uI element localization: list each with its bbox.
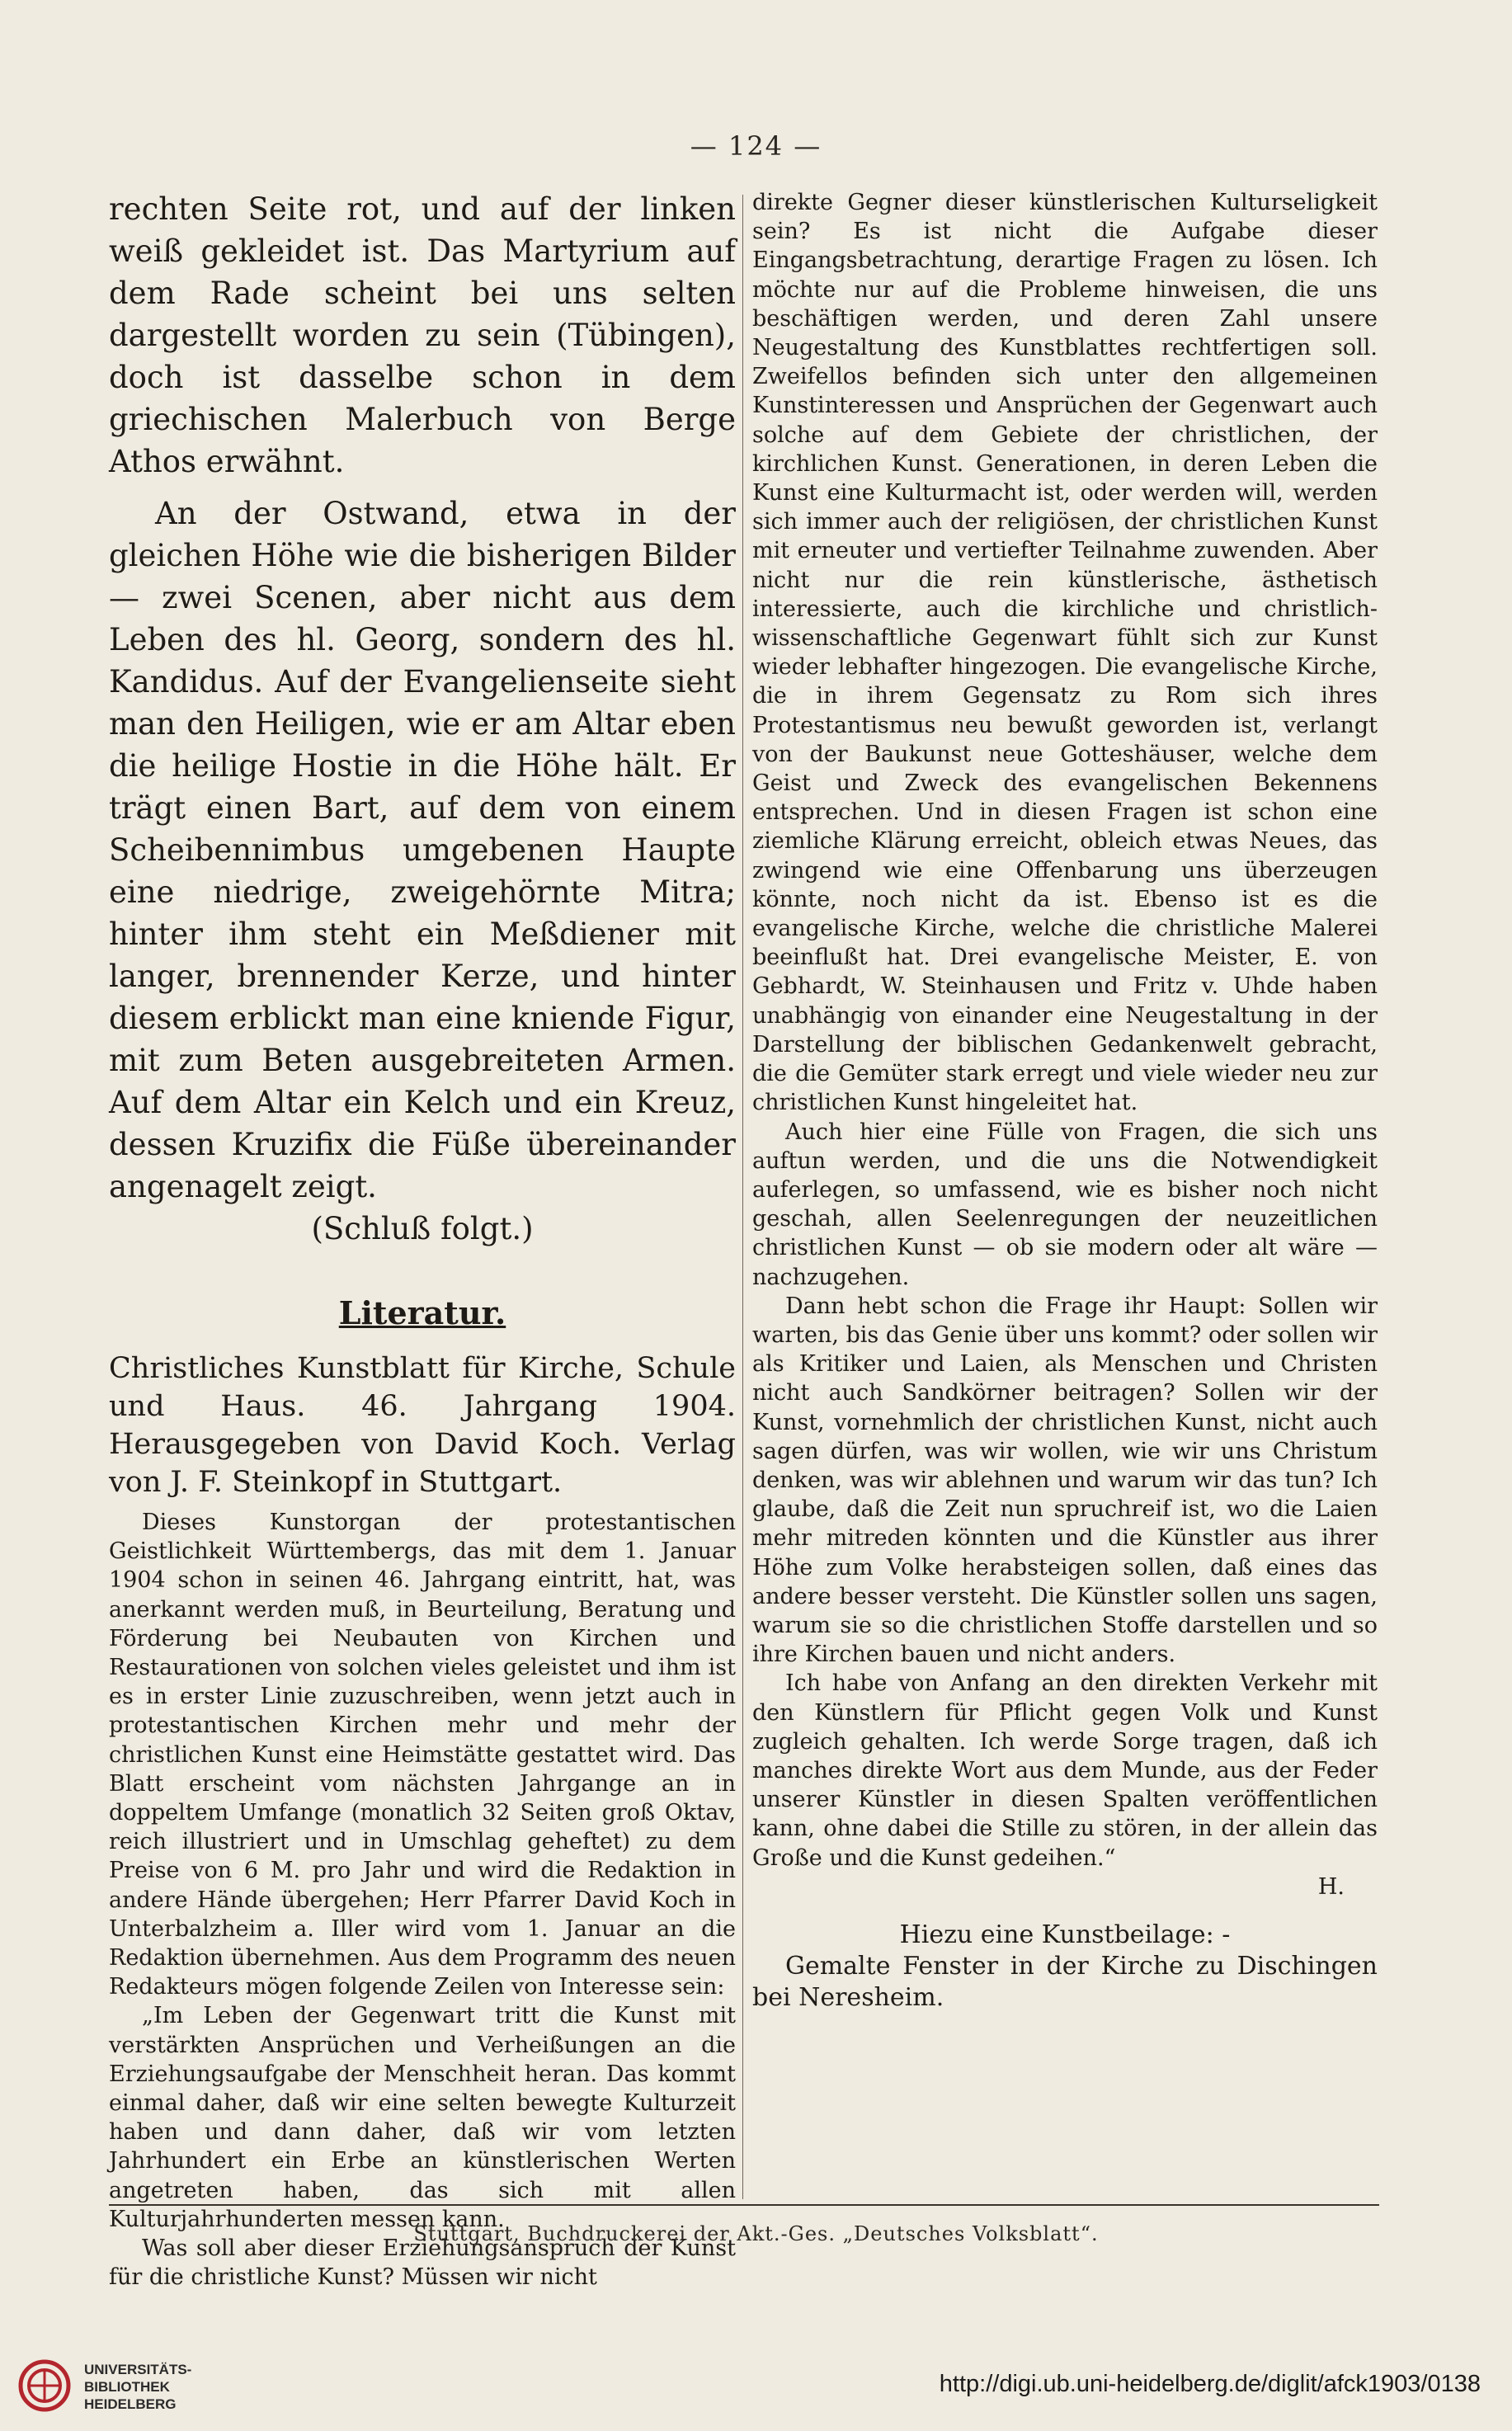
- library-seal-icon: [18, 2359, 71, 2412]
- source-url-link[interactable]: http://digi.ub.uni-heidelberg.de/diglit/afck1903/0138: [939, 2371, 1481, 2397]
- printer-line: Stuttgart, Buchdruckerei der Akt.-Ges. „Deutsches Volksblatt“.: [413, 2222, 1099, 2245]
- signature: H.: [1317, 1873, 1345, 1900]
- page-number: — 124 —: [690, 130, 822, 162]
- library-name-line: UNIVERSITÄTS-: [84, 2362, 192, 2377]
- column-divider: [742, 195, 743, 2199]
- library-name-line: HEIDELBERG: [84, 2396, 177, 2412]
- left-column: [109, 188, 736, 2292]
- quote-paragraph: Dann hebt schon die Frage ihr Haupt: Sollen wir warten, bis das Genie über uns kommt? oder sollen wir als Kritiker und Laien, als Menschen und Christen nicht auch Sandkörner beitragen? Sollen wir der Kunst, vornehmlich der christlichen Kunst, nicht auch sagen dürfen, was wir wollen, wie wir uns Christum denken, was wir ablehnen und warum wir das tun? Ich glaube, daß die Zeit nun spruchreif ist, wo die Laien mehr mitreden könnten und die Künstler aus ihrer Höhe zum Volke herabsteigen sollen, daß eines das andere besser versteht. Die Künstler sollen uns sagen, warum sie so die christlichen Stoffe darstellen und so ihre Kirchen bauen und nicht anders.: [752, 1293, 1378, 1668]
- right-column: [752, 188, 1378, 2014]
- quote-paragraph: Was soll aber dieser Erziehungsanspruch der Kunst für die christliche Kunst? Müssen wir nicht: [109, 2235, 736, 2291]
- footer-rule: [109, 2204, 1379, 2206]
- quote-paragraph: „Im Leben der Gegenwart tritt die Kunst mit verstärkten Ansprüchen und Verheißungen an die Erziehungsaufgabe der Menschheit heran. Das kommt einmal daher, daß wir eine selten bewegte Kulturzeit haben und dann daher, daß wir vom letzten Jahrhundert ein Erbe an künstlerischen Werten angetreten haben, das sich mit allen Kulturjahrhunderten messen kann.: [109, 2003, 736, 2232]
- continuation-paragraph: rechten Seite rot, und auf der linken weiß gekleidet ist. Das Martyrium auf dem Rade scheint bei uns selten dargestellt worden zu sein (Tübingen), doch ist dasselbe schon in dem griechischen Malerbuch von Berge Athos erwähnt.: [109, 191, 736, 479]
- conclusion-note: (Schluß folgt.): [311, 1211, 534, 1246]
- book-title: Christliches Kunstblatt für Kirche, Schule und Haus. 46. Jahrgang 1904. Herausgegeben von David Koch. Verlag von J. F. Steinkopf in Stuttgart.: [109, 1352, 736, 1499]
- review-paragraph: Dieses Kunstorgan der protestantischen Geistlichkeit Württembergs, das mit dem 1. Januar 1904 schon in seinen 46. Jahrgang eintritt, hat, was anerkannt werden muß, in Beurteilung, Beratung und Förderung bei Neubauten von Kirchen und Restaurationen von solchen vieles geleistet und ihm ist es in erster Linie zuzuschreiben, wenn jetzt auch in protestantischen Kirchen mehr und mehr der christlichen Kunst eine Heimstätte gestattet wird. Das Blatt erscheint vom nächsten Jahrgange an in doppeltem Umfange (monatlich 32 Seiten groß Oktav, reich illustriert und in Umschlag geheftet) zu dem Preise von 6 M. pro Jahr und wird die Redaktion in andere Hände übergehen; Herr Pfarrer David Koch in Unterbalzheim a. Iller wird vom 1. Januar an die Redaktion übernehmen. Aus dem Programm des neuen Redakteurs mögen folgende Zeilen von Interesse sein:: [109, 1510, 736, 2000]
- section-title-literatur: Literatur.: [338, 1294, 506, 1331]
- beilage-heading: Hiezu eine Kunstbeilage: -: [899, 1920, 1231, 1949]
- library-name-line: BIBLIOTHEK: [84, 2379, 170, 2395]
- library-name: [84, 2361, 191, 2413]
- quote-paragraph: Auch hier eine Fülle von Fragen, die sich uns auftun werden, und die uns die Notwendigkeit auferlegen, so umfassend, wie es bisher noch nicht geschah, allen Seelenregungen der neuzeitlichen christlichen Kunst — ob sie modern oder alt wäre — nachzugehen.: [752, 1119, 1378, 1290]
- ostwand-paragraph: An der Ostwand, etwa in der gleichen Höhe wie die bisherigen Bilder — zwei Scenen, aber nicht aus dem Leben des hl. Georg, sondern des hl. Kandidus. Auf der Evangelienseite sieht man den Heiligen, wie er am Altar eben die heilige Hostie in die Höhe hält. Er trägt einen Bart, auf dem von einem Scheibennimbus umgebenen Haupte eine niedrige, zweigehörnte Mitra; hinter ihm steht ein Meßdiener mit langer, brennender Kerze, und hinter diesem erblickt man eine kniende Figur, mit zum Beten ausgebreiteten Armen. Auf dem Altar ein Kelch und ein Kreuz, dessen Kruzifix die Füße übereinander angenagelt zeigt.: [109, 496, 736, 1204]
- beilage-text: Gemalte Fenster in der Kirche zu Dischingen bei Neresheim.: [752, 1951, 1378, 2012]
- library-logo[interactable]: [18, 2358, 266, 2415]
- quote-paragraph: Ich habe von Anfang an den direkten Verkehr mit den Künstlern für Pflicht gegen Volk und Kunst zugleich gehalten. Ich werde Sorge tragen, daß ich manches direkte Wort aus dem Munde, aus der Feder unserer Künstler in diesen Spalten veröffentlichen kann, ohne dabei die Stille zu stören, in der allein das Große und die Kunst gedeihen.“: [752, 1670, 1378, 1871]
- quote-paragraph: direkte Gegner dieser künstlerischen Kulturseligkeit sein? Es ist nicht die Aufgabe dieser Eingangsbetrachtung, derartige Fragen zu lösen. Ich möchte nur auf die Probleme hinweisen, die uns beschäftigen werden, und deren Zahl unsere Neugestaltung des Kunstblattes rechtfertigen soll. Zweifellos befinden sich unter den allgemeinen Kunstinteressen und Ansprüchen der Gegenwart auch solche auf dem Gebiete der christlichen, der kirchlichen Kunst. Generationen, in deren Leben die Kunst eine Kulturmacht ist, oder werden will, werden sich immer auch der religiösen, der christlichen Kunst mit erneuter und vertiefter Teilnahme zuwenden. Aber nicht nur die rein künstlerische, ästhetisch interessierte, auch die kirchliche und christlich-wissenschaftliche Gegenwart fühlt sich zur Kunst wieder lebhafter hingezogen. Die evangelische Kirche, die in ihrem Gegensatz zu Rom sich ihres Protestantismus neu bewußt geworden ist, verlangt von der Baukunst neue Gotteshäuser, welche dem Geist und Zweck des evangelischen Bekennens entsprechen. Und in diesen Fragen ist schon eine ziemliche Klärung erreicht, obleich etwas Neues, das zwingend wie eine Offenbarung uns überzeugen könnte, noch nicht da ist. Ebenso ist es die evangelische Kirche, welche die christliche Malerei beeinflußt hat. Drei evangelische Meister, E. von Gebhardt, W. Steinhausen und Fritz v. Uhde haben unabhängig von einander eine Neugestaltung in der Darstellung der biblischen Gedankenwelt gebracht, die die Gemüter stark erregt und viele wieder neu zur christlichen Kunst hingeleitet hat.: [752, 190, 1378, 1116]
